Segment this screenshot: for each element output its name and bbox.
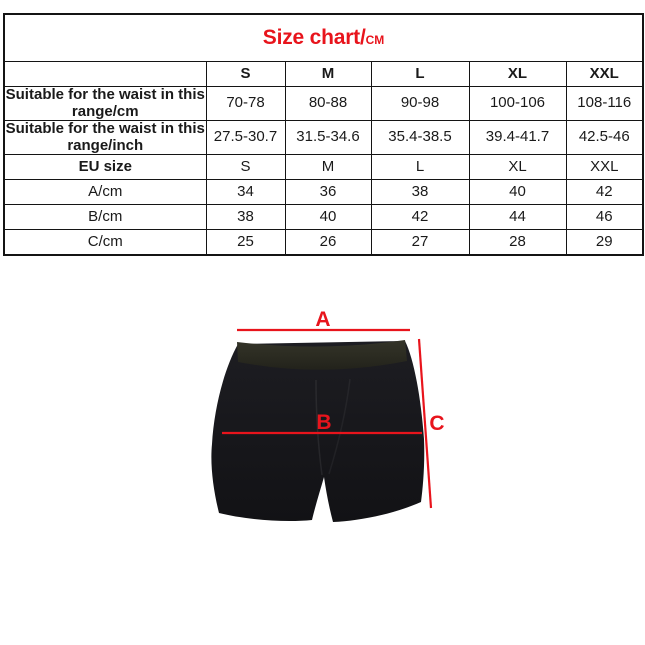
table-cell: 90-98 bbox=[371, 87, 469, 121]
table-cell: XXL bbox=[566, 155, 643, 180]
table-cell: 46 bbox=[566, 205, 643, 230]
table-cell: 39.4-41.7 bbox=[469, 121, 566, 155]
table-cell: 70-78 bbox=[206, 87, 285, 121]
header-cell-xxl: XXL bbox=[566, 62, 643, 87]
row-label: C/cm bbox=[4, 230, 206, 256]
table-cell: 38 bbox=[371, 180, 469, 205]
title-row bbox=[4, 14, 643, 62]
measurement-diagram bbox=[0, 240, 645, 645]
row-waist-inch bbox=[4, 121, 643, 155]
row-label: Suitable for the waist in this range/cm bbox=[5, 86, 205, 120]
table-cell: M bbox=[285, 155, 371, 180]
chart-title bbox=[4, 14, 643, 62]
table-cell: 25 bbox=[206, 230, 285, 256]
header-cell-s: S bbox=[206, 62, 285, 87]
row-label: Suitable for the waist in this range/inch bbox=[5, 120, 205, 154]
table-cell: 27 bbox=[371, 230, 469, 256]
row-label: EU size bbox=[4, 155, 206, 180]
header-cell-blank bbox=[4, 62, 206, 87]
table-cell: L bbox=[371, 155, 469, 180]
table-cell: 36 bbox=[285, 180, 371, 205]
table-cell: 38 bbox=[206, 205, 285, 230]
table-cell: XL bbox=[469, 155, 566, 180]
table-cell: 42.5-46 bbox=[566, 121, 643, 155]
chart-title-unit: CM bbox=[365, 33, 385, 48]
header-cell-m: M bbox=[285, 62, 371, 87]
row-label: A/cm bbox=[4, 180, 206, 205]
row-waist-cm bbox=[4, 87, 643, 121]
size-chart-table bbox=[3, 13, 644, 256]
row-label: B/cm bbox=[4, 205, 206, 230]
header-cell-xl: XL bbox=[469, 62, 566, 87]
row-b-cm bbox=[4, 205, 643, 230]
table-cell: 34 bbox=[206, 180, 285, 205]
chart-title-text: Size chart/ bbox=[262, 26, 366, 50]
row-eu-size bbox=[4, 155, 643, 180]
table-cell: 42 bbox=[371, 205, 469, 230]
size-header-row bbox=[4, 62, 643, 87]
table-cell: 40 bbox=[469, 180, 566, 205]
row-a-cm bbox=[4, 180, 643, 205]
table-cell: 27.5-30.7 bbox=[206, 121, 285, 155]
measure-label-b: B bbox=[316, 411, 332, 434]
table-cell: 44 bbox=[469, 205, 566, 230]
table-cell: 42 bbox=[566, 180, 643, 205]
table-cell: 108-116 bbox=[566, 87, 643, 121]
table-cell: 35.4-38.5 bbox=[371, 121, 469, 155]
header-cell-l: L bbox=[371, 62, 469, 87]
table-cell: 28 bbox=[469, 230, 566, 256]
table-cell: 31.5-34.6 bbox=[285, 121, 371, 155]
measure-label-c: C bbox=[429, 412, 445, 435]
table-cell: S bbox=[206, 155, 285, 180]
table-cell: 29 bbox=[566, 230, 643, 256]
table-cell: 80-88 bbox=[285, 87, 371, 121]
measure-label-a: A bbox=[315, 308, 331, 331]
table-cell: 26 bbox=[285, 230, 371, 256]
table-cell: 100-106 bbox=[469, 87, 566, 121]
table-cell: 40 bbox=[285, 205, 371, 230]
